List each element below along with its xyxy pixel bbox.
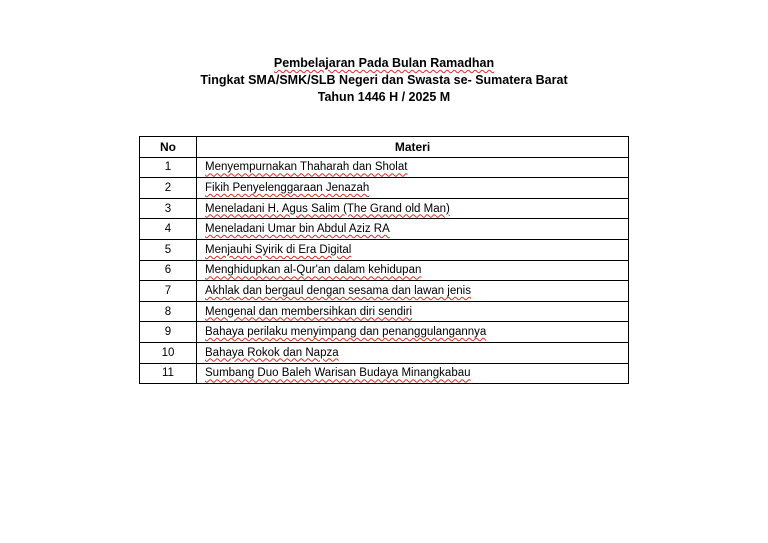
table-row: [140, 281, 629, 302]
row-number: 11: [140, 363, 197, 384]
row-materi: Fikih Penyelenggaraan Jenazah: [197, 178, 629, 199]
table-row: [140, 260, 629, 281]
materi-table: [139, 136, 629, 384]
table-row: [140, 239, 629, 260]
document-header: [0, 55, 768, 106]
table-row: [140, 157, 629, 178]
row-number: 3: [140, 198, 197, 219]
row-materi: Bahaya Rokok dan Napza: [197, 342, 629, 363]
table-row: [140, 178, 629, 199]
row-materi: Mengenal dan membersihkan diri sendiri: [197, 301, 629, 322]
table-row: [140, 342, 629, 363]
title-line-1: Pembelajaran Pada Bulan Ramadhan: [273, 56, 495, 70]
row-materi: Meneladani H. Agus Salim (The Grand old Man): [197, 198, 629, 219]
table-row: [140, 301, 629, 322]
table-header-row: [140, 137, 629, 158]
column-header-no: No: [140, 137, 197, 158]
row-materi: Meneladani Umar bin Abdul Aziz RA: [197, 219, 629, 240]
title-line-2: Tingkat SMA/SMK/SLB Negeri dan Swasta se- Sumatera Barat: [200, 73, 568, 87]
row-number: 6: [140, 260, 197, 281]
column-header-materi: Materi: [197, 137, 629, 158]
table-row: [140, 363, 629, 384]
row-number: 5: [140, 239, 197, 260]
row-number: 7: [140, 281, 197, 302]
row-materi: Menyempurnakan Thaharah dan Sholat: [197, 157, 629, 178]
title-line-3: Tahun 1446 H / 2025 M: [317, 90, 451, 104]
row-number: 2: [140, 178, 197, 199]
row-materi: Akhlak dan bergaul dengan sesama dan lawan jenis: [197, 281, 629, 302]
row-number: 10: [140, 342, 197, 363]
table-row: [140, 198, 629, 219]
row-materi: Menjauhi Syirik di Era Digital: [197, 239, 629, 260]
row-number: 1: [140, 157, 197, 178]
row-materi: Menghidupkan al-Qur'an dalam kehidupan: [197, 260, 629, 281]
row-materi: Bahaya perilaku menyimpang dan penanggulangannya: [197, 322, 629, 343]
row-number: 8: [140, 301, 197, 322]
row-number: 4: [140, 219, 197, 240]
row-number: 9: [140, 322, 197, 343]
table-row: [140, 322, 629, 343]
table-row: [140, 219, 629, 240]
row-materi: Sumbang Duo Baleh Warisan Budaya Minangkabau: [197, 363, 629, 384]
